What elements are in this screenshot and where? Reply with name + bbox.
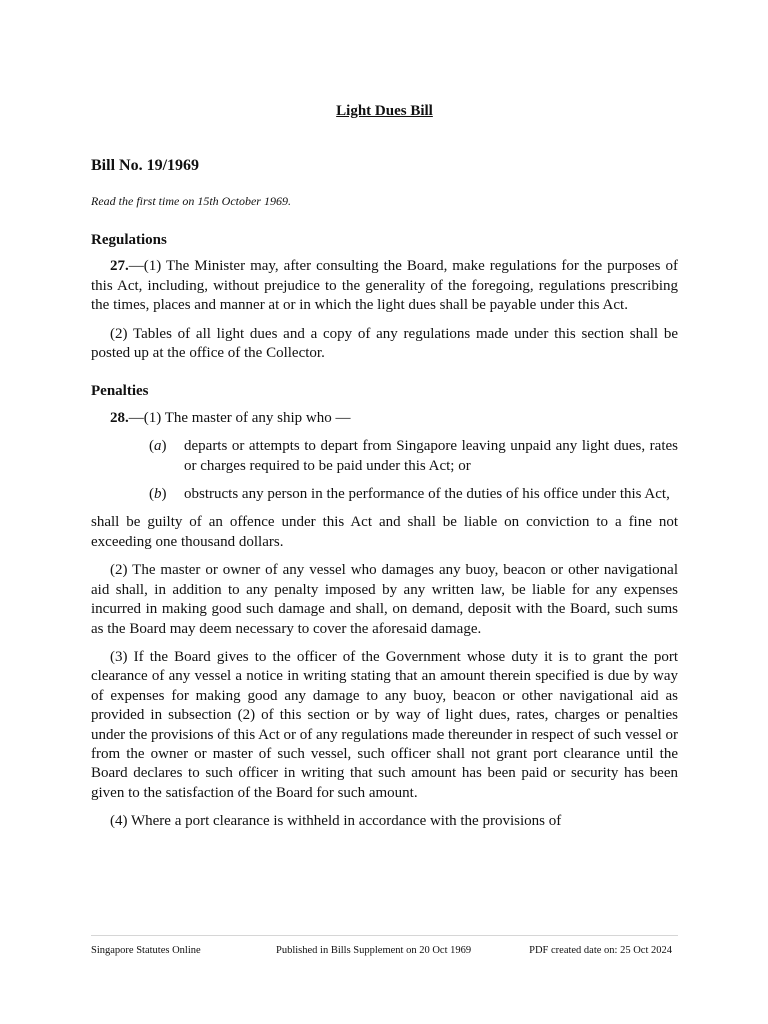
item-text: departs or attempts to depart from Singapore leaving unpaid any light dues, rates or charges required to be paid under this Act; or <box>184 438 678 474</box>
paragraph-text: —(1) The master of any ship who — <box>128 409 351 426</box>
document-title: Light Dues Bill <box>336 103 433 119</box>
footer-pdf-date: PDF created date on: 25 Oct 2024 <box>529 945 672 956</box>
list-item-a: (a) departs or attempts to depart from Singapore leaving unpaid any light dues, rates or charges required to be paid under this Act; or <box>91 437 678 476</box>
list-item-b: (b) obstructs any person in the performance of the duties of his office under this Act, <box>91 485 678 504</box>
section-28-tail: shall be guilty of an offence under this Act and shall be liable on conviction to a fine not exceeding one thousand dollars. <box>91 514 678 550</box>
footer-source: Singapore Statutes Online <box>91 945 201 956</box>
paragraph-text: —(1) The Minister may, after consulting the Board, make regulations for the purposes of this Act, including, without prejudice to the generality of the foregoing, regulations prescribing the times, places and manner at or in which the light dues shall be payable under this Act. <box>91 258 678 314</box>
section-27-paragraph-2: (2) Tables of all light dues and a copy of any regulations made under this section shall be posted up at the office of the Collector. <box>91 325 678 362</box>
section-number: 28. <box>110 409 129 426</box>
section-heading-regulations: Regulations <box>91 232 167 248</box>
section-28-paragraph-4: (4) Where a port clearance is withheld in accordance with the provisions of <box>110 813 562 830</box>
section-number: 27. <box>110 258 129 275</box>
item-label: b <box>154 486 162 503</box>
item-label: a <box>154 438 162 455</box>
footer-divider <box>91 935 678 936</box>
document-body <box>91 231 678 841</box>
document-page <box>91 0 678 1024</box>
section-28-intro <box>91 409 678 428</box>
section-28-paragraph-3: (3) If the Board gives to the officer of the Government whose duty it is to grant the port clearance of any vessel a notice in writing stating that an amount therein specified is due by way of expenses for making good any damage to any buoy, beacon or other navigational aid as provided in subsection (2) of this section or by way of light dues, rates, charges or penalties under the provisions of this Act or of any regulations made thereunder in respect of such vessel or from the owner or master of such vessel, such officer shall not grant port clearance until the Board declares to such officer in writing that such amount has been paid or security has been given to the satisfaction of the Board for such amount. <box>91 648 678 801</box>
footer-published: Published in Bills Supplement on 20 Oct 1969 <box>276 945 472 956</box>
read-first-note: Read the first time on 15th October 1969. <box>91 194 291 208</box>
section-27-paragraph-1 <box>91 257 678 315</box>
item-text: obstructs any person in the performance of the duties of his office under this Act, <box>184 486 670 503</box>
bill-number: Bill No. 19/1969 <box>91 157 200 174</box>
section-heading-penalties: Penalties <box>91 383 149 400</box>
section-28-paragraph-2: (2) The master or owner of any vessel who damages any buoy, beacon or other navigational aid shall, in addition to any penalty imposed by any written law, be liable for any expenses incurred in making good such damage and shall, on demand, deposit with the Board, such sums as the Board may deem necessary to cover the aforesaid damage. <box>91 562 678 637</box>
